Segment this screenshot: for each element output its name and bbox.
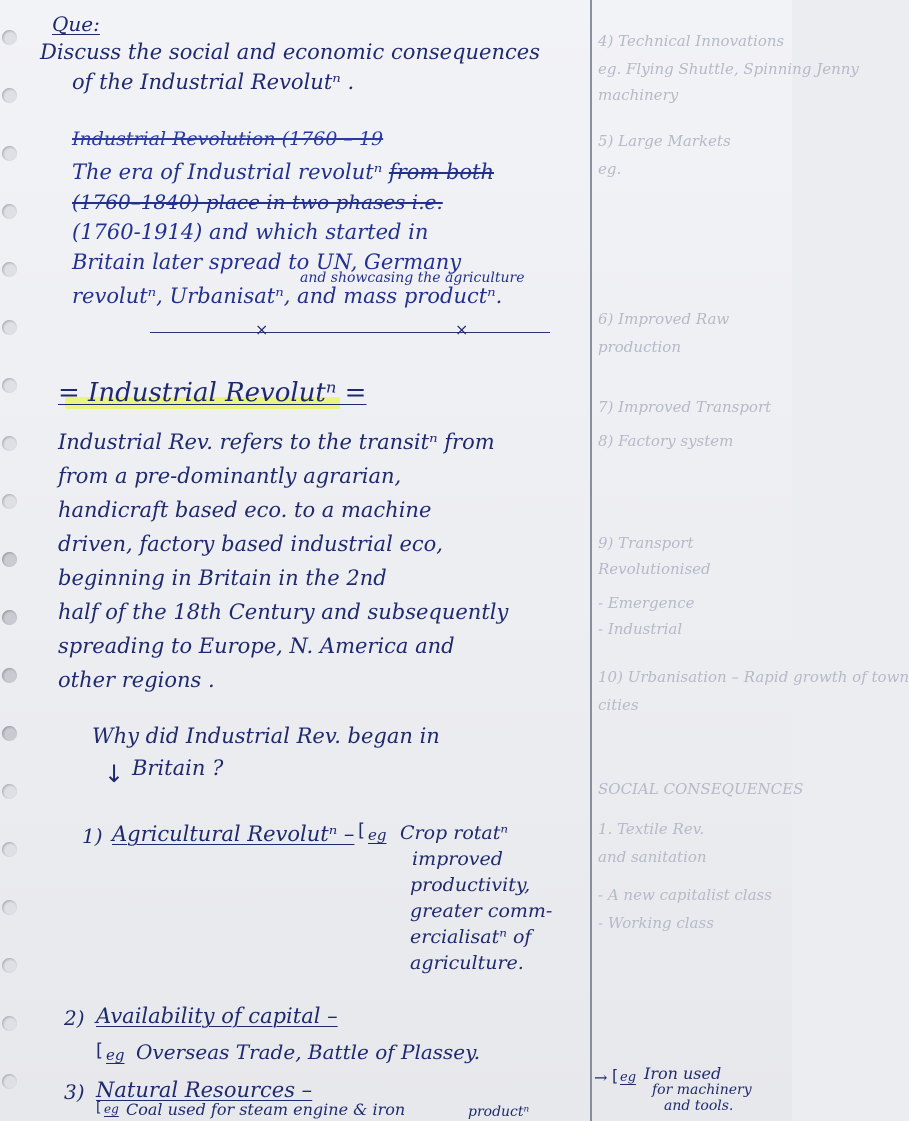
eg-line: productivity, [410,874,531,896]
bleed-text: 4) Technical Innovations [598,32,785,50]
binder-hole [2,610,17,625]
point-title: Natural Resources – [96,1078,313,1102]
side-eg-label: eg [620,1070,637,1085]
bleed-text: 8) Factory system [598,432,734,450]
struck-line: (1760–1840) place in two phases i.e. [72,190,443,214]
definition-line: half of the 18th Century and subsequently [58,600,509,624]
definition-line: from a pre-dominantly agrarian, [58,464,402,488]
binder-hole [2,552,17,567]
binder-hole [2,784,17,799]
eg-line: improved [412,848,503,870]
eg-line: agriculture. [410,952,524,974]
eg-label: eg [104,1102,119,1116]
intro-line [72,160,494,184]
why-question: Britain ? [132,756,224,780]
binder-hole [2,320,17,335]
bleed-text: 10) Urbanisation – Rapid growth of town [598,668,909,686]
section-title: = Industrial Revolutⁿ = [58,378,367,408]
point-number: 1) [82,824,103,848]
bleed-text: 6) Improved Raw [598,310,730,328]
divider-mark: × [255,320,269,339]
binder-hole [2,668,17,683]
point-number: 3) [64,1080,85,1104]
eg-bracket-icon: [ [96,1040,104,1061]
definition-line: Industrial Rev. refers to the transitⁿ from [58,430,495,454]
bleed-text: Revolutionised [598,560,711,578]
binder-hole [2,378,17,393]
bleed-text: cities [598,696,639,714]
binder-hole [2,262,17,277]
eg-line: Coal used for steam engine & iron [126,1100,406,1119]
bleed-text: production [598,338,681,356]
binder-hole [2,1074,17,1089]
binder-hole [2,494,17,509]
binder-hole [2,88,17,103]
intro-line: Britain later spread to UN, Germany [72,250,462,274]
struck-text: from both [388,160,495,184]
binder-holes [0,0,30,1121]
eg-line: ercialisatⁿ of [410,926,532,948]
binder-hole [2,146,17,161]
eg-bracket-icon: [ [612,1066,619,1085]
bleed-text: and sanitation [598,848,707,866]
bleed-text: machinery [598,86,679,104]
point-title: Agricultural Revolutⁿ – [112,822,355,846]
binder-hole [2,204,17,219]
divider-line [150,332,550,333]
eg-line: Crop rotatⁿ [400,822,509,844]
intro-line: revolutⁿ, Urbanisatⁿ, and mass productⁿ. [72,284,503,308]
side-eg-line: and tools. [664,1098,734,1114]
point-title: Availability of capital – [96,1004,338,1028]
binder-hole [2,842,17,857]
binder-hole [2,30,17,45]
bleed-text: eg. Flying Shuttle, Spinning Jenny [598,60,859,78]
intro-line: (1760-1914) and which started in [72,220,429,244]
side-eg-line: for machinery [652,1082,752,1098]
bleed-text: eg. [598,160,622,178]
bleed-text: 9) Transport [598,534,694,552]
struck-title: Industrial Revolution (1760 – 19 [72,128,384,150]
definition-line: handicraft based eco. to a machine [58,498,432,522]
eg-label: eg [368,826,387,844]
intro-insert: and showcasing the agriculture [300,270,525,286]
question-label: Que: [52,12,100,36]
point-number: 2) [64,1006,85,1030]
eg-line: productⁿ [468,1104,530,1120]
eg-bracket-icon: [ [96,1100,102,1116]
down-arrow-icon: ↓ [104,760,125,788]
divider-mark: × [455,320,469,339]
definition-line: spreading to Europe, N. America and [58,634,455,658]
bleed-text: - Working class [598,914,714,932]
binder-hole [2,900,17,915]
eg-bracket-icon: [ [358,820,366,841]
eg-line: greater comm- [410,900,553,922]
eg-line: Overseas Trade, Battle of Plassey. [136,1040,481,1064]
bleed-text: 5) Large Markets [598,132,731,150]
bleed-text: - Emergence [598,594,695,612]
binder-hole [2,958,17,973]
intro-text: The era of Industrial revolutⁿ [72,160,383,184]
binder-hole [2,1016,17,1031]
side-eg-line: Iron used [644,1064,722,1083]
bleed-text: SOCIAL CONSEQUENCES [598,780,804,798]
question-line: of the Industrial Revolutⁿ . [72,70,355,94]
definition-line: beginning in Britain in the 2nd [58,566,387,590]
binder-hole [2,436,17,451]
binder-hole [2,726,17,741]
definition-line: other regions . [58,668,215,692]
definition-line: driven, factory based industrial eco, [58,532,443,556]
bleed-text: 1. Textile Rev. [598,820,705,838]
margin-rule [590,0,592,1121]
bleed-text: - Industrial [598,620,683,638]
why-question: Why did Industrial Rev. began in [92,724,440,748]
bleed-text: 7) Improved Transport [598,398,772,416]
bleed-text: - A new capitalist class [598,886,772,904]
eg-label: eg [106,1046,125,1064]
question-line: Discuss the social and economic consequences [40,40,540,64]
side-arrow-icon: → [594,1068,608,1087]
